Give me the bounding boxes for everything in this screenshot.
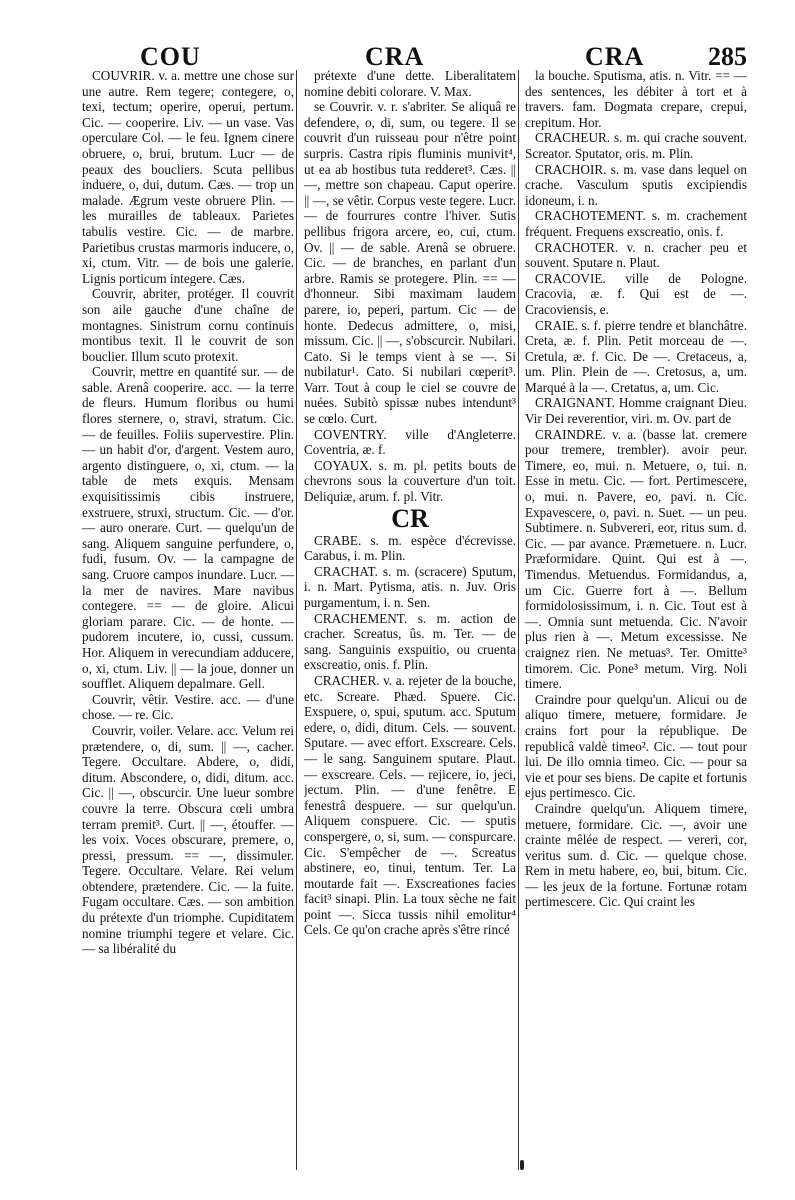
dictionary-entry: prétexte d'une dette. Liberalitatem nomine debiti colorare. V. Max. (304, 68, 516, 99)
dictionary-entry: se Couvrir. v. r. s'abriter. Se aliquâ re defendere, o, di, sum, ou tegere. Il se couvrit d'un ruisseau pour n'être point surpris. Castra ripis fluminis munivit⁴, ut ea ab hostibus tuta redderet³. Cæs. || —, mettre son chapeau. Caput operire. || —, se vêtir. Corpus veste tegere. Lucr. — de fourrures contre l'hiver. Sutis pellibus frigora arcere, eo, cui, ctum. Ov. || — de sable. Arenâ se obruere. Cic. — de branches, en parlant d'un arbre. Ramis se protegere. Plin. == — d'honneur. Sibi maximam laudem parere, io, peperi, partum. Cic — de honte. Dedecus admittere, o, misi, missum. Cic. || —, s'obscurcir. Nubilari. Cato. Si le temps vient à se —. Si nubilatur¹. Cato. Si nubilari cœperit³. Varr. Tout à coup le ciel se couvre de nuées. Subitò spissæ nubes intendunt³ se cœlo. Curt. (304, 99, 516, 427)
ink-mark (520, 1160, 524, 1170)
dictionary-entry: CRACHAT. s. m. (scracere) Sputum, i. n. Mart. Pytisma, atis. n. Juv. Oris purgamentum, i. n. Sen. (304, 563, 516, 610)
dictionary-entry: Couvrir, abriter, protéger. Il couvrit son aile gauche d'une chaîne de montagnes. Sinistrum cornu continuis montibus texit. Il le couvrit de son bouclier. Illum scuto protexit. (82, 286, 294, 364)
section-letter-heading: CR (391, 503, 429, 533)
dictionary-entry: COYAUX. s. m. pl. petits bouts de chevrons sous la couverture d'un toit. Deliquiæ, arum. f. pl. Vitr. (304, 457, 516, 505)
dictionary-entry: CRACHEUR. s. m. qui crache souvent. Screator. Sputator, oris. m. Plin. (525, 130, 747, 161)
dictionary-entry: Couvrir, vêtir. Vestire. acc. — d'une chose. — re. Cic. (82, 691, 294, 723)
column-right (525, 68, 747, 1168)
dictionary-entry: CRACHOIR. s. m. vase dans lequel on crache. Vasculum sputis excipiendis idoneum, i. n. (525, 161, 747, 208)
text-columns (82, 68, 747, 1168)
header-guide-word-middle: CRA (365, 42, 425, 71)
dictionary-entry: CRAINDRE. v. a. (basse lat. cremere pour tremere, trembler). avoir peur. Timere, eo, mui. n. Metuere, o, tui. n. Esse in metu. Cic. — fort. Pertimescere, o, mui. n. Pavere, eo, pavi. n. Cic. Expavescere, o, pavi. n. Suet. — un peu. Subtimere. n. Subvereri, eor, ritus sum. d. Cic. — par avance. Præmetuere. n. Lucr. Præformidare. Quint. Qui est à —. Timendus. Metuendus. Formidandus, a, um Cic. Guerre fort à —. Bellum formidolosissimum, i. n. Cic. Tout est à —. Omnia sunt metuenda. Cic. N'avoir plus rien à —. Metum excessisse. Ne craignez rien. Ne metuas³. Ter. Omitte³ timorem. Cic. Pone³ metum. Virg. Noli timere. (525, 426, 747, 692)
dictionary-entry: la bouche. Sputisma, atis. n. Vitr. == — des sentences, les débiter à tort et à travers. fam. Dogmata crepare, crepui, crepitum. Hor. (525, 68, 747, 130)
dictionary-entry: Couvrir, mettre en quantité sur. — de sable. Arenâ cooperire. acc. — la terre de fleurs. Humum floribus ou humi flores sternere, o, stravi, stratum. Cic. — de feuilles. Foliis supervestire. Plin. — un habit d'or, d'argent. Vestem auro, argento distinguere, o, xi, ctum. — la table de mets exquis. Mensam exquisitissimis cibis instruere, exstruere, struxi, structum. Cic. — d'or. — auro onerare. Curt. — quelqu'un de sang. Aliquem sanguine perfundere, o, fudi, fusum. Ov. — la campagne de sang. Cruore campos inundare. Lucr. — la mer de navires. Mare navibus contegere. == — de gloire. Alicui gloriam parare. Cic. — de honte. — pudorem incutere, io, cussi, cussum. Hor. Aliquem in verecundiam adducere, o, xi, ctum. Liv. || — la joue, donner un soufflet. Aliquem depalmare. Gell. (82, 364, 294, 692)
dictionary-entry: COUVRIR. v. a. mettre une chose sur une autre. Rem tegere; contegere, o, texi, tectum; operire, operui, pertum. Cic. — cooperire. Liv. — un vase. Vas operculare Col. — le feu. Ignem cinere obruere, o, brui, brutum. Lucr — de peaux des boucliers. Scuta pellibus induere, o, dui, dutum. Cæs. — trop un malade. Ægrum veste obruere Plin. — les murailles de tableaux. Parietes tabulis vestire. Cic. — de marbre. Parietibus crustas marmoris inducere, o, xi, ctum. Vitr. — de bois une galerie. Lignis porticum integere. Cæs. (82, 68, 294, 286)
column-left (82, 68, 294, 1168)
header-guide-word-right: CRA (585, 42, 645, 71)
dictionary-entry: CRACHOTEMENT. s. m. crachement fréquent. Frequens exscreatio, onis. f. (525, 208, 747, 239)
dictionary-entry: CRAIGNANT. Homme craignant Dieu. Vir Dei reverentior, viri. m. Ov. part de (525, 395, 747, 427)
dictionary-entry: Couvrir, voiler. Velare. acc. Velum rei prætendere, o, di, sum. || —, cacher. Tegere. Occultare. Abdere, o, didi, ditum. Abscondere, o, didi, ditum. acc. Cic. || —, obscurcir. Une lueur sombre couvre la terre. Obscura cœli umbra terram premit³. Curt. || —, étouffer. — les voix. Voces obscurare, premere, o, pressi, pressum. == —, dissimuler. Tegere. Occultare. Velare. Rei velum obtendere, prætendere. Cic. — la fuite. Fugam occultare. Cæs. — son ambition du prétexte d'un triomphe. Cupiditatem nomine triumphi tegere et velare. Cic. — sa libéralité du (82, 722, 294, 957)
dictionary-entry: CRACHER. v. a. rejeter de la bouche, etc. Screare. Phæd. Spuere. Cic. Exspuere, o, spui, sputum. acc. Sputum edere, o, didi, ditum. Cels. — souvent. Sputare. — avec effort. Exscreare. Cels. — le sang. Sanguinem sputare. Plaut. — exscreare. Cels. — rejicere, io, jeci, jectum. Plin. — d'une fenêtre. E fenestrâ despuere. — sur quelqu'un. Aliquem conspuere. Cic. — sputis conspergere, o, si, sum. — conspurcare. Cic. S'empêcher de —. Screatus abstinere, eo, tinui, tentum. Ter. La moutarde fait —. Exscreationes facies facit³ sinapi. Plin. La toux sèche ne fait point —. Sicca tussis nihil emolitur⁴ Cels. Ce qu'on crache après s'être rincé (304, 672, 516, 938)
dictionary-entry: CRAIE. s. f. pierre tendre et blanchâtre. Creta, æ. f. Plin. Petit morceau de —. Cretula, æ. f. Cic. De —. Cretaceus, a, um. Plin. Plein de —. Cretosus, a, um. Marqué à la —. Cretatus, a, um. Cic. (525, 317, 747, 395)
dictionary-entry: Craindre quelqu'un. Aliquem timere, metuere, formidare. Cic. —, avoir une crainte mêlée de respect. — vereri, cor, veritus sum. d. Cic. — quelque chose. Rem in metu habere, eo, bui, bitum. Cic. — les jeux de la fortune. Fortunæ rotam pertimescere. Cic. Qui craint les (525, 800, 747, 910)
dictionary-entry: CRACOVIE. ville de Pologne. Cracovia, æ. f. Qui est de —. Cracoviensis, e. (525, 270, 747, 317)
dictionary-entry: CRABE. s. m. espèce d'écrevisse. Carabus, i. m. Plin. (304, 532, 516, 564)
dictionary-entry: COVENTRY. ville d'Angleterre. Coventria, æ. f. (304, 426, 516, 458)
dictionary-entry: Craindre pour quelqu'un. Alicui ou de aliquo timere, metuere, formidare. Je crains fort pour la république. De republicâ valdè timeo². Cic. — tout pour lui. De illo omnia timeo. Cic. — pour sa vie et pour ses biens. De capite et fortunis ejus pertimesco. Cic. (525, 691, 747, 801)
header-guide-word-left: COU (140, 42, 201, 71)
dictionary-entry: CRACHEMENT. s. m. action de cracher. Screatus, ûs. m. Ter. — de sang. Sanguinis exspuitio, ou cruenta exscreatio, onis. f. Plin. (304, 610, 516, 673)
dictionary-entry: CRACHOTER. v. n. cracher peu et souvent. Sputare n. Plaut. (525, 239, 747, 271)
page-number: 285 (708, 42, 747, 71)
column-middle (304, 68, 516, 1168)
